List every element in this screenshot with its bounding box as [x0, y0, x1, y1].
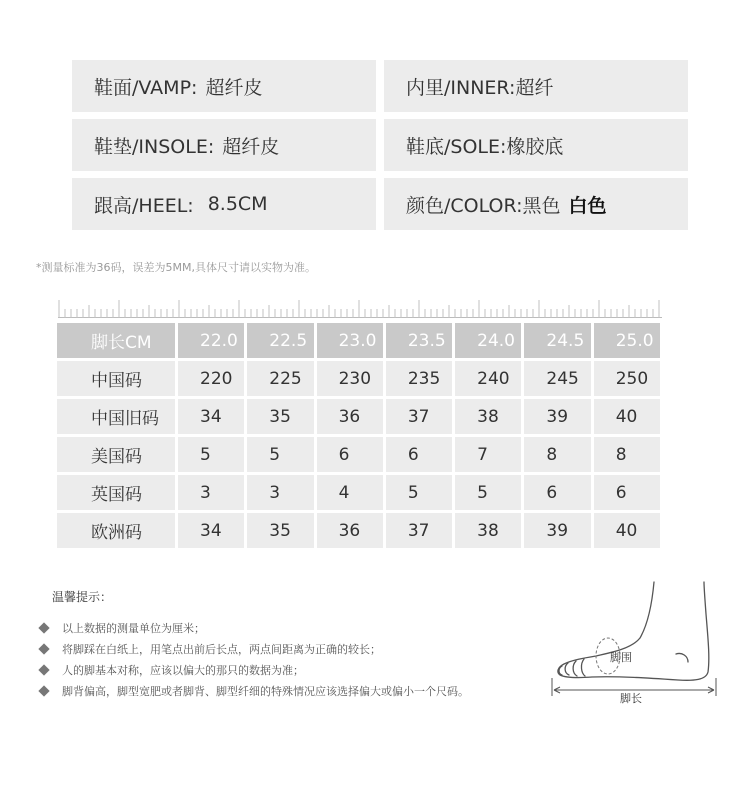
- spec-color-value: 黑色: [522, 194, 561, 217]
- table-cell: 39: [524, 513, 590, 548]
- table-cell: 235: [386, 361, 452, 396]
- list-item: [40, 659, 469, 680]
- table-row: [57, 361, 660, 396]
- size-table-header-row: [57, 323, 660, 358]
- spec-vamp: [72, 60, 376, 112]
- spec-sole-label: 鞋底/SOLE:: [406, 135, 507, 158]
- table-cell: 220: [178, 361, 244, 396]
- spec-insole: [72, 119, 376, 171]
- list-item: [40, 680, 469, 701]
- header-cell: 22.0: [178, 323, 244, 358]
- table-row: [57, 475, 660, 510]
- table-cell: 8: [594, 437, 660, 472]
- foot-outline-icon: [548, 574, 720, 706]
- spec-heel: [72, 178, 376, 230]
- table-cell: 38: [455, 399, 521, 434]
- table-cell: 5: [178, 437, 244, 472]
- tips-list: [40, 617, 469, 701]
- spec-color-label: 颜色/COLOR:: [406, 194, 523, 217]
- header-cell: 22.5: [247, 323, 313, 358]
- table-cell: 36: [317, 513, 383, 548]
- spec-insole-value: 超纤皮: [222, 135, 280, 158]
- table-cell: 245: [524, 361, 590, 396]
- table-cell: 8: [524, 437, 590, 472]
- table-cell: 5: [386, 475, 452, 510]
- spec-vamp-label: 鞋面/VAMP:: [94, 76, 198, 99]
- table-cell: 36: [317, 399, 383, 434]
- tips-title: 温馨提示：: [52, 590, 113, 604]
- row-label: 中国码: [57, 361, 175, 396]
- table-cell: 34: [178, 513, 244, 548]
- length-label: 脚长: [620, 692, 642, 705]
- spec-color-value-2: 白色: [568, 194, 607, 217]
- diamond-bullet-icon: [38, 664, 49, 675]
- table-cell: 39: [524, 399, 590, 434]
- table-cell: 5: [455, 475, 521, 510]
- spec-inner-value: 超纤: [515, 76, 554, 99]
- table-cell: 37: [386, 513, 452, 548]
- tip-text: 脚背偏高，脚型宽肥或者脚背、脚型纤细的特殊情况应该选择偏大或偏小一个尺码。: [62, 684, 469, 698]
- table-cell: 34: [178, 399, 244, 434]
- table-cell: 6: [386, 437, 452, 472]
- diamond-bullet-icon: [38, 622, 49, 633]
- table-cell: 240: [455, 361, 521, 396]
- diamond-bullet-icon: [38, 643, 49, 654]
- table-cell: 38: [455, 513, 521, 548]
- table-cell: 230: [317, 361, 383, 396]
- list-item: [40, 617, 469, 638]
- table-cell: 4: [317, 475, 383, 510]
- table-cell: 37: [386, 399, 452, 434]
- table-cell: 3: [247, 475, 313, 510]
- spec-sole: [384, 119, 688, 171]
- spec-color: [384, 178, 688, 230]
- foot-diagram: [548, 574, 720, 706]
- table-cell: 35: [247, 399, 313, 434]
- row-label: 中国旧码: [57, 399, 175, 434]
- tip-text: 以上数据的测量单位为厘米；: [62, 621, 205, 635]
- table-row: [57, 437, 660, 472]
- diamond-bullet-icon: [38, 685, 49, 696]
- table-cell: 40: [594, 399, 660, 434]
- tip-text: 人的脚基本对称，应该以偏大的那只的数据为准；: [62, 663, 304, 677]
- measurement-note: *测量标准为36码，误差为5MM,具体尺寸请以实物为准。: [36, 261, 316, 274]
- girth-label: 脚围: [610, 651, 632, 664]
- row-label: 英国码: [57, 475, 175, 510]
- spec-vamp-value: 超纤皮: [205, 76, 263, 99]
- header-cell: 24.0: [455, 323, 521, 358]
- table-cell: 250: [594, 361, 660, 396]
- spec-heel-label: 跟高/HEEL:: [94, 194, 194, 217]
- table-cell: 3: [178, 475, 244, 510]
- table-row: [57, 513, 660, 548]
- table-cell: 6: [594, 475, 660, 510]
- spec-heel-value: 8.5CM: [207, 193, 268, 215]
- header-cell: 23.5: [386, 323, 452, 358]
- header-cell: 25.0: [594, 323, 660, 358]
- spec-inner: [384, 60, 688, 112]
- ruler-graphic: [58, 298, 662, 318]
- table-row: [57, 399, 660, 434]
- list-item: [40, 638, 469, 659]
- size-table: [54, 320, 663, 551]
- table-cell: 7: [455, 437, 521, 472]
- tip-text: 将脚踩在白纸上，用笔点出前后长点，两点间距离为正确的较长；: [62, 642, 381, 656]
- header-cell: 脚长CM: [57, 323, 175, 358]
- table-cell: 6: [317, 437, 383, 472]
- header-cell: 24.5: [524, 323, 590, 358]
- row-label: 美国码: [57, 437, 175, 472]
- row-label: 欧洲码: [57, 513, 175, 548]
- table-cell: 35: [247, 513, 313, 548]
- header-cell: 23.0: [317, 323, 383, 358]
- spec-insole-label: 鞋垫/INSOLE:: [94, 135, 215, 158]
- table-cell: 6: [524, 475, 590, 510]
- table-cell: 225: [247, 361, 313, 396]
- spec-sole-value: 橡胶底: [506, 135, 564, 158]
- table-cell: 40: [594, 513, 660, 548]
- table-cell: 5: [247, 437, 313, 472]
- spec-inner-label: 内里/INNER:: [406, 76, 516, 99]
